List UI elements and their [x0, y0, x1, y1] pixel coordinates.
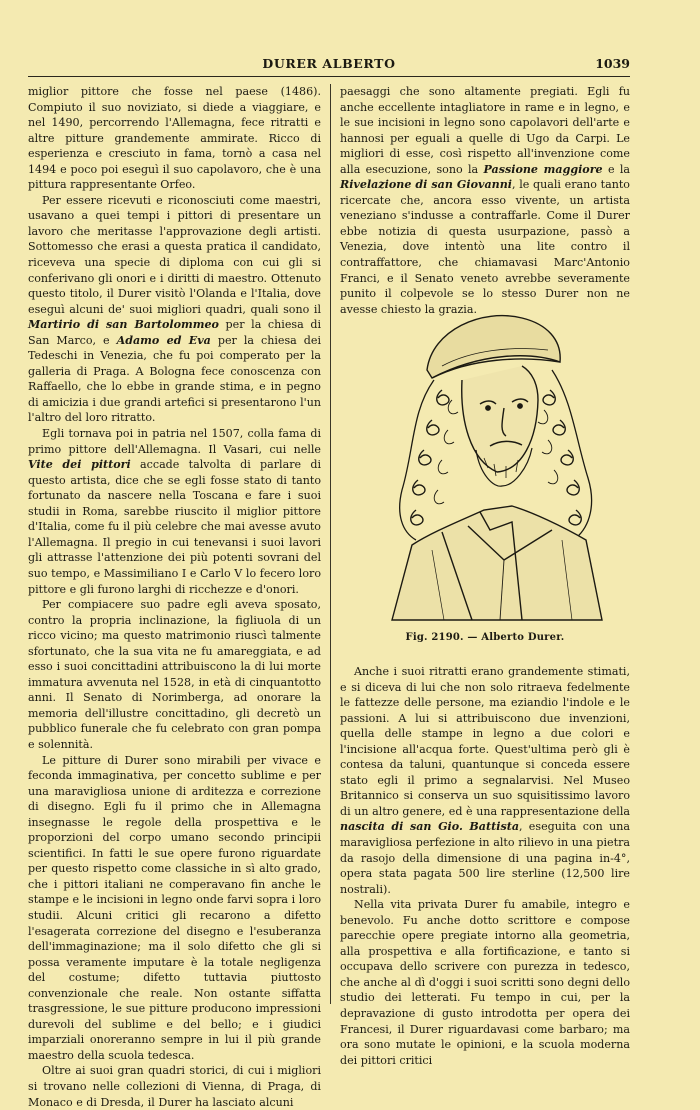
artwork-title: Rivelazione di san Giovanni	[340, 178, 512, 192]
text-run: Le pitture di Durer sono mirabili per vivace e feconda immaginativa, per concetto sublime e per una maravigliosa unione di arditezza e correzione di disegno. Egli fu il primo che in Allemagna insegnasse le regole della prospettiva e le proporzioni del corpo umano secondo principii scientifici. In fatti le sue opere furono riguardate per questo rispetto come classiche in sì alto grado, che i pittori italiani ne comperavano fin anche le stampe e le incisioni in legno onde farvi sopra i loro studii. Alcuni critici gli recarono a difetto l'esagerata correzione del disegno e l'esuberanza dell'immaginazione; ma il solo difetto che gli si possa veramente imputare è la totale negligenza del costume; difetto tuttavia piuttosto convenzionale che reale. Non ostante siffatta trasgressione, le sue pitture producono impressioni durevoli del sublime e del bello; e i giudici imparziali onoreranno sempre in lui il più grande maestro della scuola tedesca.	[28, 753, 321, 1062]
running-header	[28, 56, 630, 77]
paragraph	[340, 897, 630, 1068]
right-column-bottom	[340, 664, 630, 1068]
text-run: Anche i suoi ritratti erano grandemente stimati, e si diceva di lui che non solo ritraeva fedelmente le fattezze delle persone, ma eziandio l'indole e le passioni. A lui si attribuiscono due invenzioni, quella delle stampe in legno a due colori e l'incisione all'acqua forte. Quest'ultima però gli è contesa da taluni, quantunque si conceda essere stato egli il primo a segnalarvisi. Nel Museo Britannico si conserva un suo squisitissimo lavoro di un altro genere, ed è una rappresentazione della	[340, 665, 630, 818]
portrait-figure	[372, 300, 622, 640]
text-run: Per compiacere suo padre egli aveva sposato, contro la propria inclinazione, la figliuola di un ricco vicino; ma questo matrimonio riuscì talmente sfortunato, che la sua vita ne fu amareggiata, e ad esso i suoi concittadini attribuiscono la di lui morte immatura avvenuta nel 1528, in età di cinquantotto anni. Il Senato di Norimberga, ad onorare la memoria dell'illustre concittadino, gli decretò un pubblico funerale che fu celebrato con gran pompa e solennità.	[28, 598, 321, 751]
paragraph	[28, 193, 321, 426]
artwork-title: Passione maggiore	[483, 162, 603, 176]
paragraph	[28, 426, 321, 597]
paragraph	[340, 84, 630, 317]
text-run: e la	[602, 162, 631, 176]
right-column-top	[340, 84, 630, 317]
book-title: Vite dei pittori	[28, 458, 131, 472]
text-run: Egli tornava poi in patria nel 1507, colla fama di primo pittore dell'Allemagna. Il Vasari, cui nelle	[28, 427, 321, 456]
durer-portrait-engraving	[372, 300, 622, 630]
paragraph	[28, 597, 321, 752]
paragraph	[28, 1063, 321, 1110]
column-divider	[330, 84, 331, 1004]
text-run: miglior pittore che fosse nel paese (1486). Compiuto il suo noviziato, si diede a viaggiare, e nel 1490, percorrendo l'Allemagna, fece ritratti e altre pitture grandemente ammirate. Ricco di esperienza e cresciuto in fama, tornò a casa nel 1494 e poco poi eseguì il suo capolavoro, che è una pittura rappresentante Orfeo.	[28, 85, 321, 192]
text-run: Oltre ai suoi gran quadri storici, di cui i migliori si trovano nelle collezioni di Vienna, di Praga, di Monaco e di Dresda, il Durer ha lasciato alcuni	[28, 1064, 321, 1109]
text-run: per la chiesa di San Marco, e	[28, 318, 321, 347]
left-column	[28, 84, 321, 1110]
page-title: DURER ALBERTO	[262, 56, 396, 71]
text-run: Nella vita privata Durer fu amabile, integro e benevolo. Fu anche dotto scrittore e compose parecchie opere pregiate intorno alla geometria, alla prospettiva e alla fortificazione, e tanto si occupava dello scrivere con purezza in tedesco, che anche al dì d'oggi i suoi scritti sono degni dello studio dei letterati. Fu tempo in cui, per la depravazione di gusto introdotta per opera dei Francesi, il Durer riguardavasi come barbaro; ma ora sono mutate le opinioni, e la scuola moderna dei pittori critici	[340, 898, 630, 1067]
paragraph	[340, 664, 630, 897]
text-run: Per essere ricevuti e riconosciuti come maestri, usavano a quei tempi i pittori di presentare un lavoro che meritasse l'approvazione degli artisti. Sottomesso che erasi a questa pratica il candidato, riceveva una specie di diploma con cui gli si conferivano gli onori e i diritti di maestro. Ottenuto questo titolo, il Durer visitò l'Olanda e l'Italia, dove eseguì alcuni de' suoi migliori quadri, quali sono il	[28, 193, 321, 316]
text-run: , eseguita con una maravigliosa perfezione in alto rilievo in una pietra da rasojo della dimensione di una pagina in-4°, opera stata pagata 500 lire sterline (12,500 lire nostrali).	[340, 820, 630, 896]
artwork-title: Adamo ed Eva	[116, 333, 211, 347]
text-run: per la chiesa dei Tedeschi in Venezia, che fu poi comperato per la galleria di Praga. A Bologna fece conoscenza con Raffaello, che lo ebbe in grande stima, e in pegno di amicizia i due grandi artefici si presentarono l'un l'altro del loro ritratto.	[28, 333, 321, 425]
text-run: accade talvolta di parlare di questo artista, dice che se egli fosse stato di tanto fortunato da nascere nella Toscana e fare i suoi studii in Roma, sarebbe riuscito il miglior pittore d'Italia, come fu il più celebre che mai avesse avuto l'Allemagna. Il pregio in cui tenevansi i suoi lavori gli attrasse l'attenzione dei più potenti sovrani del suo tempo, e Massimiliano I e Carlo V lo fecero loro pittore e gli furono larghi di ricchezze e d'onori.	[28, 458, 321, 596]
artwork-title: nascita di san Gio. Battista	[340, 820, 520, 834]
text-run: paesaggi che sono altamente pregiati. Egli fu anche eccellente intagliatore in rame e in legno, e le sue incisioni in legno sono capolavori dell'arte e hannosi per eguali a quelle di Ugo da Carpi. Le migliori di esse, così rispetto all'invenzione come alla esecuzione, sono la	[340, 85, 630, 176]
figure-caption: Fig. 2190. — Alberto Durer.	[405, 632, 565, 643]
paragraph	[28, 84, 321, 193]
page-number: 1039	[595, 56, 630, 71]
text-run: , le quali erano tanto ricercate che, ancora esso vivente, un artista veneziano s'indusse a contraffarle. Come il Durer ebbe notizia di questa usurpazione, passò a Venezia, dove intentò una lite contro il contraffattore, che chiamavasi Marc'Antonio Franci, e il Senato veneto avrebbe severamente punito il colpevole se lo stesso Durer non ne avesse chiesto la grazia.	[340, 178, 630, 316]
paragraph	[28, 753, 321, 1064]
artwork-title: Martirio di san Bartolommeo	[28, 318, 219, 332]
